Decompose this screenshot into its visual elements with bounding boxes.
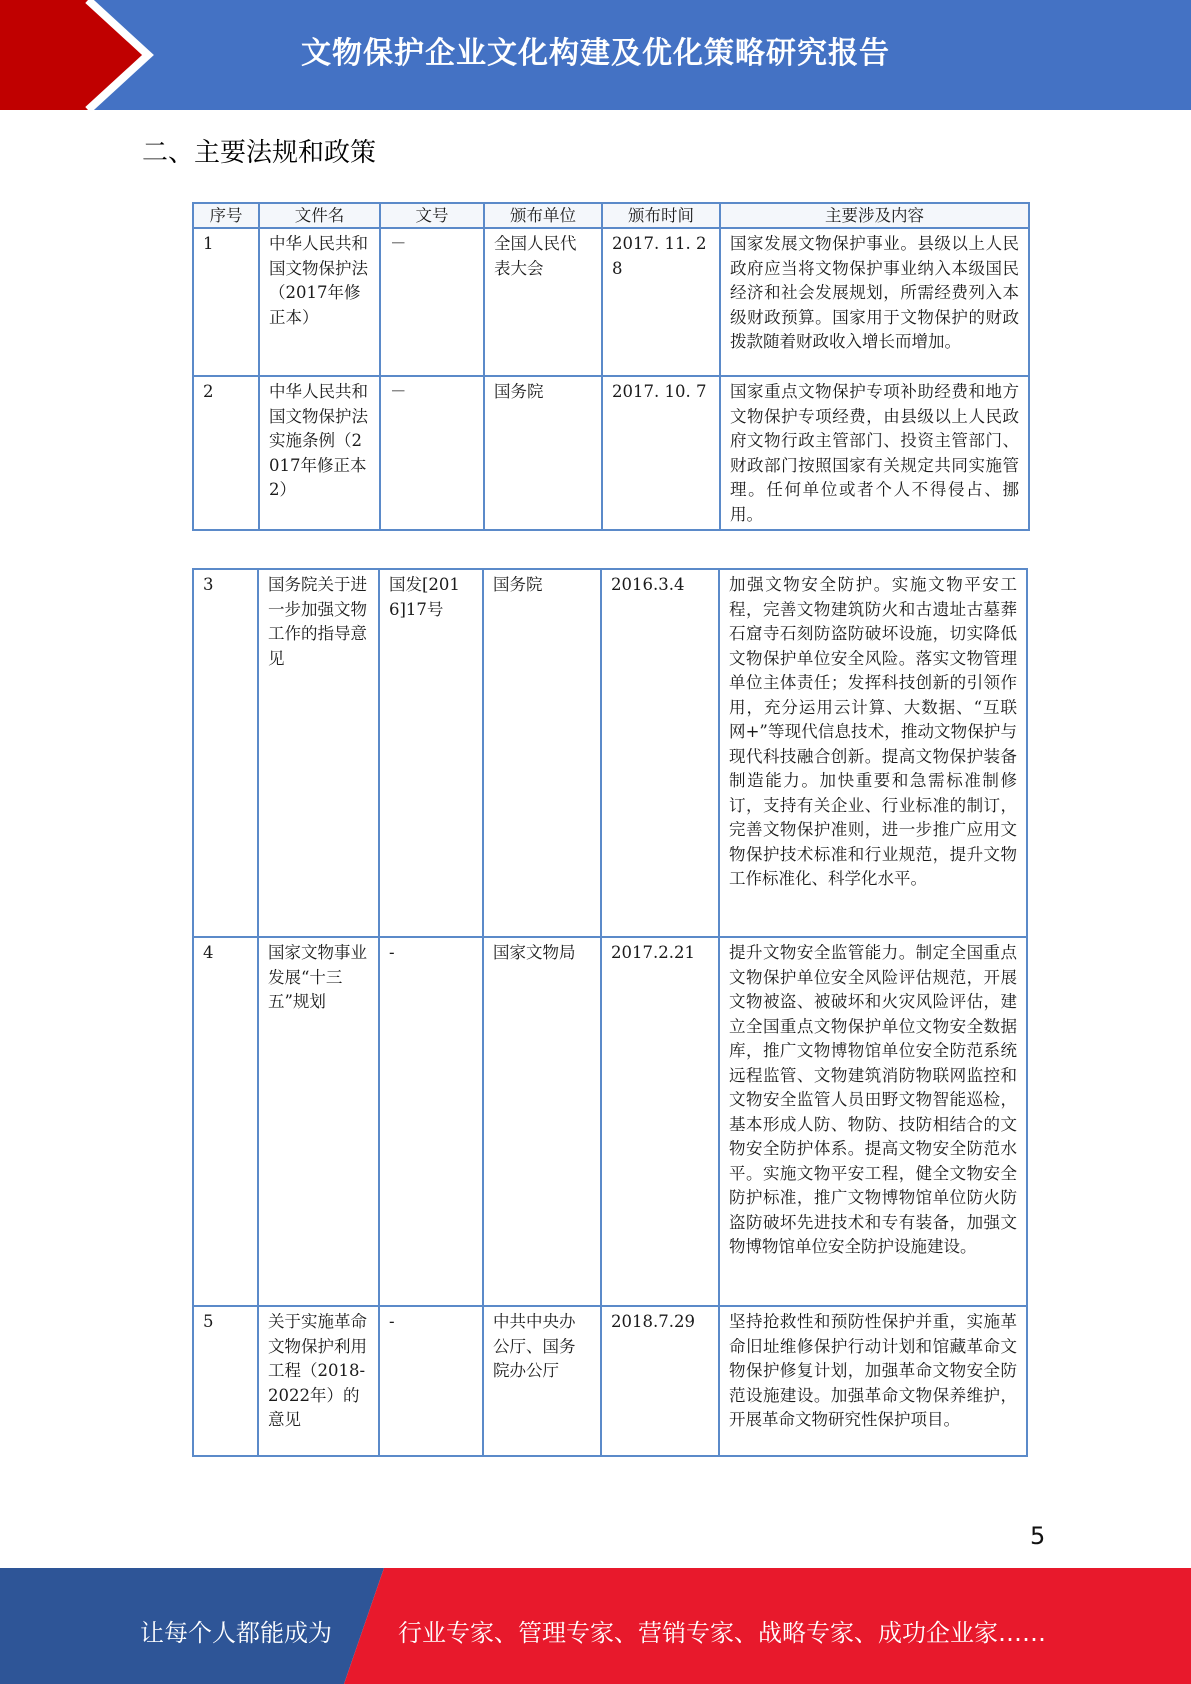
- table-row: [193, 376, 1029, 530]
- table-header-row: [193, 203, 1029, 228]
- column-header-content: 主要涉及内容: [720, 203, 1029, 228]
- cell-name: 关于实施革命文物保护利用工程（2018-2022年）的意见: [258, 1306, 379, 1456]
- cell-name: 中华人民共和国文物保护法（2017年修正本）: [259, 228, 380, 376]
- section-heading: 二、主要法规和政策: [142, 138, 377, 168]
- cell-date: 2017. 10. 7: [602, 376, 720, 530]
- cell-date: 2018.7.29: [601, 1306, 719, 1456]
- cell-date: 2017. 11. 28: [602, 228, 720, 376]
- cell-no: 4: [193, 937, 258, 1306]
- page-number: 5: [1030, 1522, 1046, 1550]
- column-header-name: 文件名: [259, 203, 380, 228]
- cell-date: 2017.2.21: [601, 937, 719, 1306]
- cell-doc-no: －: [380, 376, 484, 530]
- cell-name: 中华人民共和国文物保护法实施条例（2017年修正本2）: [259, 376, 380, 530]
- cell-issuer: 中共中央办公厅、国务院办公厅: [483, 1306, 601, 1456]
- cell-issuer: 国务院: [484, 376, 602, 530]
- column-header-no: 序号: [193, 203, 259, 228]
- column-header-doc-no: 文号: [380, 203, 484, 228]
- cell-content: 加强文物安全防护。实施文物平安工程，完善文物建筑防火和古遗址古墓葬石窟寺石刻防盗防破坏设施，切实降低文物保护单位安全风险。落实文物管理单位主体责任；发挥科技创新的引领作用，充分运用云计算、大数据、“互联网+”等现代信息技术，推动文物保护与现代科技融合创新。提高文物保护装备制造能力。加快重要和急需标准制修订，支持有关企业、行业标准的制订，完善文物保护准则，进一步推广应用文物保护技术标准和行业规范，提升文物工作标准化、科学化水平。: [719, 569, 1027, 937]
- cell-issuer: 国务院: [483, 569, 601, 937]
- cell-issuer: 国家文物局: [483, 937, 601, 1306]
- table-row: [193, 1306, 1027, 1456]
- table-row: [193, 937, 1027, 1306]
- cell-date: 2016.3.4: [601, 569, 719, 937]
- cell-doc-no: -: [379, 937, 483, 1306]
- cell-name: 国务院关于进一步加强文物工作的指导意见: [258, 569, 379, 937]
- cell-name: 国家文物事业发展“十三五”规划: [258, 937, 379, 1306]
- cell-content: 国家发展文物保护事业。县级以上人民政府应当将文物保护事业纳入本级国民经济和社会发展规划，所需经费列入本级财政预算。国家用于文物保护的财政拨款随着财政收入增长而增加。: [720, 228, 1029, 376]
- cell-doc-no: －: [380, 228, 484, 376]
- cell-doc-no: 国发[2016]17号: [379, 569, 483, 937]
- cell-no: 1: [193, 228, 259, 376]
- cell-content: 坚持抢救性和预防性保护并重，实施革命旧址维修保护行动计划和馆藏革命文物保护修复计划，加强革命文物安全防范设施建设。加强革命文物保养维护，开展革命文物研究性保护项目。: [719, 1306, 1027, 1456]
- regulations-table-part-2: [192, 568, 1028, 1457]
- cell-content: 提升文物安全监管能力。制定全国重点文物保护单位安全风险评估规范，开展文物被盗、被破坏和火灾风险评估，建立全国重点文物保护单位文物安全数据库，推广文物博物馆单位安全防范系统远程监管、文物建筑消防物联网监控和文物安全监管人员田野文物智能巡检，基本形成人防、物防、技防相结合的文物安全防护体系。提高文物安全防范水平。实施文物平安工程，健全文物安全防护标准，推广文物博物馆单位防火防盗防破坏先进技术和专有装备，加强文物博物馆单位安全防护设施建设。: [719, 937, 1027, 1306]
- table-row: [193, 569, 1027, 937]
- cell-doc-no: -: [379, 1306, 483, 1456]
- column-header-date: 颁布时间: [602, 203, 720, 228]
- column-header-issuer: 颁布单位: [484, 203, 602, 228]
- cell-issuer: 全国人民代表大会: [484, 228, 602, 376]
- footer-slogan-right: 行业专家、管理专家、营销专家、战略专家、成功企业家……: [398, 1619, 1046, 1647]
- cell-no: 5: [193, 1306, 258, 1456]
- cell-no: 3: [193, 569, 258, 937]
- cell-content: 国家重点文物保护专项补助经费和地方文物保护专项经费，由县级以上人民政府文物行政主管部门、投资主管部门、财政部门按照国家有关规定共同实施管理。任何单位或者个人不得侵占、挪用。: [720, 376, 1029, 530]
- footer-slogan-left: 让每个人都能成为: [140, 1619, 332, 1647]
- header-banner: [0, 0, 1191, 110]
- regulations-table-part-1: [192, 202, 1030, 531]
- report-title: 文物保护企业文化构建及优化策略研究报告: [301, 36, 890, 71]
- table-row: [193, 228, 1029, 376]
- cell-no: 2: [193, 376, 259, 530]
